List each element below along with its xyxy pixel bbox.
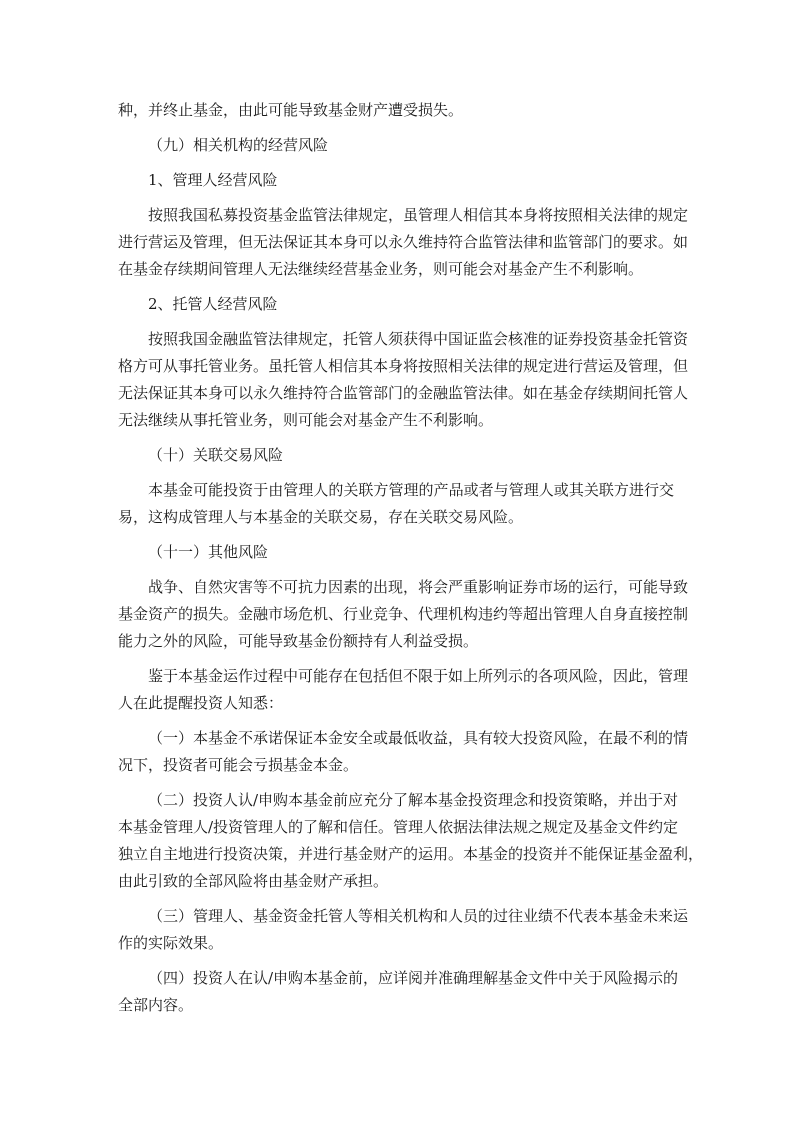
text-line: 本基金管理人/投资管理人的了解和信任。管理人依据法律法规之规定及基金文件约定 [118, 818, 679, 836]
text-line: 格方可从事托管业务。虽托管人相信其本身将按照相关法律的规定进行营运及管理，但 [118, 357, 689, 375]
text-line: 鉴于本基金运作过程中可能存在包括但不限于如上所列示的各项风险，因此，管理 [148, 667, 689, 685]
section-heading: （十一）其他风险 [148, 543, 269, 561]
text-line: 全部内容。 [118, 996, 194, 1014]
text-line: （一）本基金不承诺保证本金安全或最低收益，具有较大投资风险，在最不利的情 [148, 729, 689, 747]
text-line: （三）管理人、基金资金托管人等相关机构和人员的过往业绩不代表本基金未来运 [148, 907, 689, 925]
text-line: 按照我国金融监管法律规定，托管人须获得中国证监会核准的证券投资基金托管资 [148, 330, 689, 348]
text-line: 无法保证其本身可以永久维持符合监管部门的金融监管法律。如在基金存续期间托管人 [118, 384, 689, 402]
text-line: （二）投资人认/申购本基金前应充分了解本基金投资理念和投资策略，并出于对 [148, 791, 679, 809]
subsection-heading: 1、管理人经营风险 [148, 171, 278, 189]
text-line: 无法继续从事托管业务，则可能会对基金产生不利影响。 [118, 411, 494, 429]
text-line: 本基金可能投资于由管理人的关联方管理的产品或者与管理人或其关联方进行交 [148, 481, 674, 499]
section-heading: （十）关联交易风险 [148, 446, 284, 464]
text-line: 战争、自然灾害等不可抗力因素的出现，将会严重影响证券市场的运行，可能导致 [148, 578, 689, 596]
text-line: 在基金存续期间管理人无法继续经营基金业务，则可能会对基金产生不利影响。 [118, 260, 644, 278]
text-line: 进行营运及管理，但无法保证其本身可以永久维持符合监管法律和监管部门的要求。如 [118, 233, 689, 251]
text-line: 由此引致的全部风险将由基金财产承担。 [118, 872, 389, 890]
text-line: 易，这构成管理人与本基金的关联交易，存在关联交易风险。 [118, 508, 524, 526]
text-line: 作的实际效果。 [118, 934, 224, 952]
text-line: 按照我国私募投资基金监管法律规定，虽管理人相信其本身将按照相关法律的规定 [148, 206, 689, 224]
text-line: 况下，投资者可能会亏损基金本金。 [118, 756, 359, 774]
section-heading: （九）相关机构的经营风险 [148, 136, 329, 154]
text-line: 能力之外的风险，可能导致基金份额持有人利益受损。 [118, 632, 479, 650]
text-line: 种，并终止基金，由此可能导致基金财产遭受损失。 [118, 101, 464, 119]
text-line: 独立自主地进行投资决策，并进行基金财产的运用。本基金的投资并不能保证基金盈利， [118, 845, 704, 863]
text-line: 基金资产的损失。金融市场危机、行业竞争、代理机构违约等超出管理人自身直接控制 [118, 605, 689, 623]
text-line: 人在此提醒投资人知悉： [118, 694, 284, 712]
text-line: （四）投资人在认/申购本基金前，应详阅并准确理解基金文件中关于风险揭示的 [148, 969, 679, 987]
subsection-heading: 2、托管人经营风险 [148, 295, 278, 313]
